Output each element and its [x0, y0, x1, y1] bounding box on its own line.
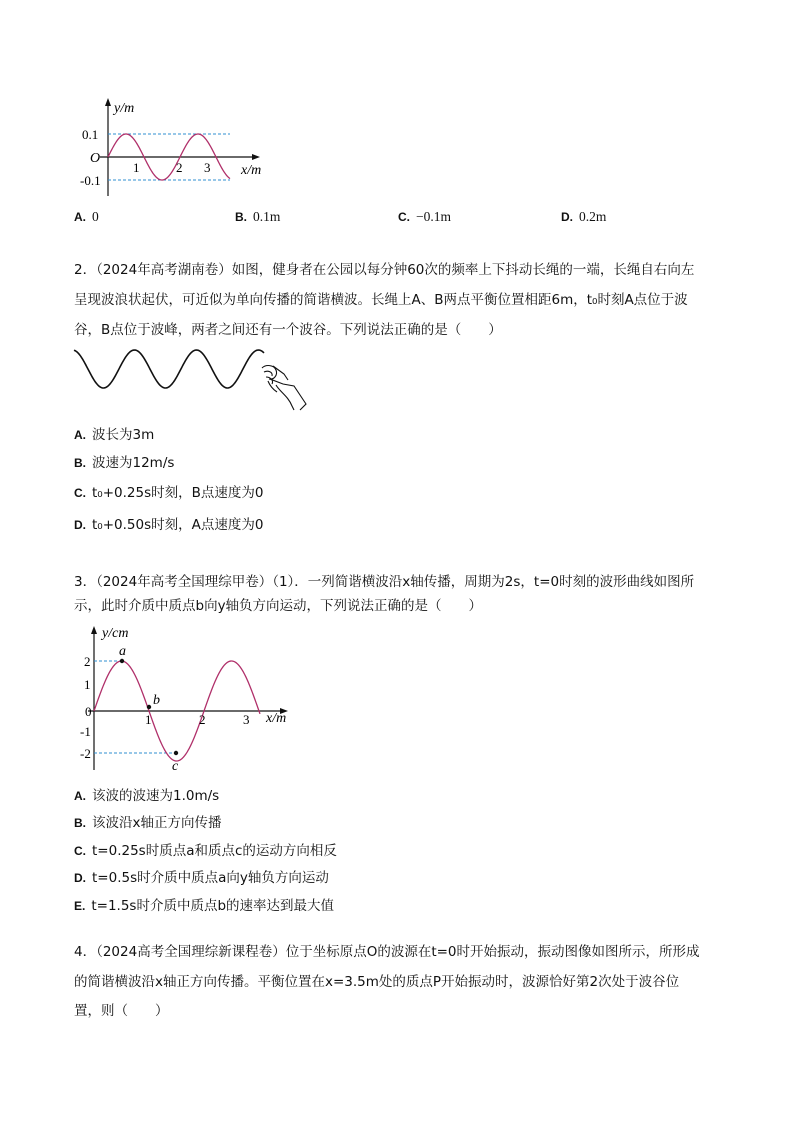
q3-option-d-text: t=0.5s时介质中质点a向y轴负方向运动	[92, 870, 329, 886]
q3-option-e-label: E.	[74, 899, 86, 913]
q2-rope-illustration	[70, 344, 315, 414]
q3-ylabel: y/cm	[102, 626, 129, 641]
q1-y-top: 0.1	[82, 127, 99, 142]
q1-x-tick-2: 2	[176, 160, 183, 175]
q1-option-b[interactable]	[235, 209, 280, 225]
q3-point-a	[120, 659, 124, 663]
q3-y-tick-2: 2	[84, 654, 91, 669]
q1-x-tick-1: 1	[133, 160, 140, 175]
q1-option-a-text: 0	[92, 209, 99, 224]
q2-option-d-label: D.	[74, 518, 86, 532]
q1-option-d[interactable]	[561, 209, 606, 225]
q1-origin: O	[90, 151, 101, 166]
q1-option-c[interactable]	[398, 209, 451, 225]
q2-option-b-label: B.	[74, 456, 86, 470]
q2-stem-line-3: 谷，B点位于波峰，两者之间还有一个波谷。下列说法正确的是（ ）	[74, 322, 502, 338]
q3-option-b-label: B.	[74, 816, 86, 830]
q3-option-d-label: D.	[74, 871, 86, 885]
q2-option-c[interactable]	[74, 481, 263, 501]
q1-option-d-label: D.	[561, 210, 573, 224]
q3-point-c-label: c	[172, 759, 179, 774]
q3-option-b[interactable]	[74, 811, 222, 831]
q3-x-tick-2: 2	[199, 712, 206, 727]
q2-option-d-text: t₀+0.50s时刻，A点速度为0	[92, 517, 264, 533]
q3-option-a-label: A.	[74, 789, 86, 803]
q1-option-b-text: 0.1m	[253, 209, 281, 224]
q3-point-b-label: b	[153, 693, 160, 708]
q3-y-arrow	[91, 626, 97, 634]
q3-stem-line-2: 示，此时介质中质点b向y轴负方向运动，下列说法正确的是（ ）	[74, 598, 483, 614]
q1-option-c-label: C.	[398, 210, 410, 224]
q3-option-d[interactable]	[74, 866, 329, 886]
q3-y-tick-1: 1	[84, 677, 91, 692]
q1-xlabel: x/m	[241, 163, 262, 178]
q2-option-c-label: C.	[74, 486, 86, 500]
q3-point-b	[147, 705, 151, 709]
q3-option-e-text: t=1.5s时介质中质点b的速率达到最大值	[91, 898, 335, 914]
hand-icon	[262, 366, 306, 410]
q1-wave-graph	[80, 96, 280, 201]
q2-stem-line-2: 呈现波浪状起伏，可近似为单向传播的简谐横波。长绳上A、B两点平衡位置相距6m，t₀时刻A点位于波	[74, 292, 688, 308]
q3-x-tick-3: 3	[243, 712, 250, 727]
q3-x-tick-1: 1	[145, 712, 152, 727]
q3-point-c	[174, 751, 178, 755]
q1-y-bottom: -0.1	[80, 173, 101, 188]
q3-wave-graph	[80, 620, 310, 775]
q4-stem-line-2: 的简谐横波沿x轴正方向传播。平衡位置在x=3.5m处的质点P开始振动时，波源恰好第2次处于波谷位	[74, 974, 680, 990]
q1-option-b-label: B.	[235, 210, 247, 224]
q3-option-a-text: 该波的波速为1.0m/s	[92, 788, 220, 804]
q3-option-e[interactable]	[74, 894, 334, 914]
q2-option-a-text: 波长为3m	[92, 427, 155, 443]
q2-stem-line-1: 2．（2024年高考湖南卷）如图，健身者在公园以每分钟60次的频率上下抖动长绳的一端，长绳自右向左	[74, 262, 695, 278]
q2-option-c-text: t₀+0.25s时刻，B点速度为0	[92, 485, 264, 501]
q3-stem-line-1: 3．（2024年高考全国理综甲卷）（1）．一列简谐横波沿x轴传播，周期为2s，t=0时刻的波形曲线如图所	[74, 574, 695, 590]
q1-option-a[interactable]	[74, 209, 99, 225]
q3-y-tick-neg2: -2	[80, 746, 91, 761]
q1-y-arrow	[105, 98, 111, 106]
q2-rope-wave	[74, 350, 264, 388]
q2-option-b[interactable]	[74, 451, 174, 471]
q3-y-tick-neg1: -1	[80, 724, 91, 739]
q1-x-arrow	[252, 154, 260, 160]
q3-point-a-label: a	[119, 644, 126, 659]
q2-option-b-text: 波速为12m/s	[92, 455, 175, 471]
q1-ylabel: y/m	[114, 101, 135, 116]
q1-option-c-text: −0.1m	[416, 209, 451, 224]
q1-option-d-text: 0.2m	[579, 209, 607, 224]
q3-origin: 0	[85, 704, 92, 719]
q4-stem-line-3: 置，则（ ）	[74, 1003, 169, 1019]
q2-option-a-label: A.	[74, 428, 86, 442]
q2-option-a[interactable]	[74, 423, 154, 443]
q3-xlabel: x/m	[266, 711, 287, 726]
q1-option-a-label: A.	[74, 210, 86, 224]
q3-option-c[interactable]	[74, 839, 337, 859]
q3-option-c-text: t=0.25s时质点a和质点c的运动方向相反	[92, 843, 337, 859]
q2-option-d[interactable]	[74, 513, 263, 533]
q4-stem-line-1: 4．（2024高考全国理综新课程卷）位于坐标原点O的波源在t=0时开始振动，振动图像如图所示，所形成	[74, 944, 700, 960]
q3-option-b-text: 该波沿x轴正方向传播	[92, 815, 222, 831]
q1-x-tick-3: 3	[204, 160, 211, 175]
q3-option-a[interactable]	[74, 784, 219, 804]
q3-option-c-label: C.	[74, 844, 86, 858]
